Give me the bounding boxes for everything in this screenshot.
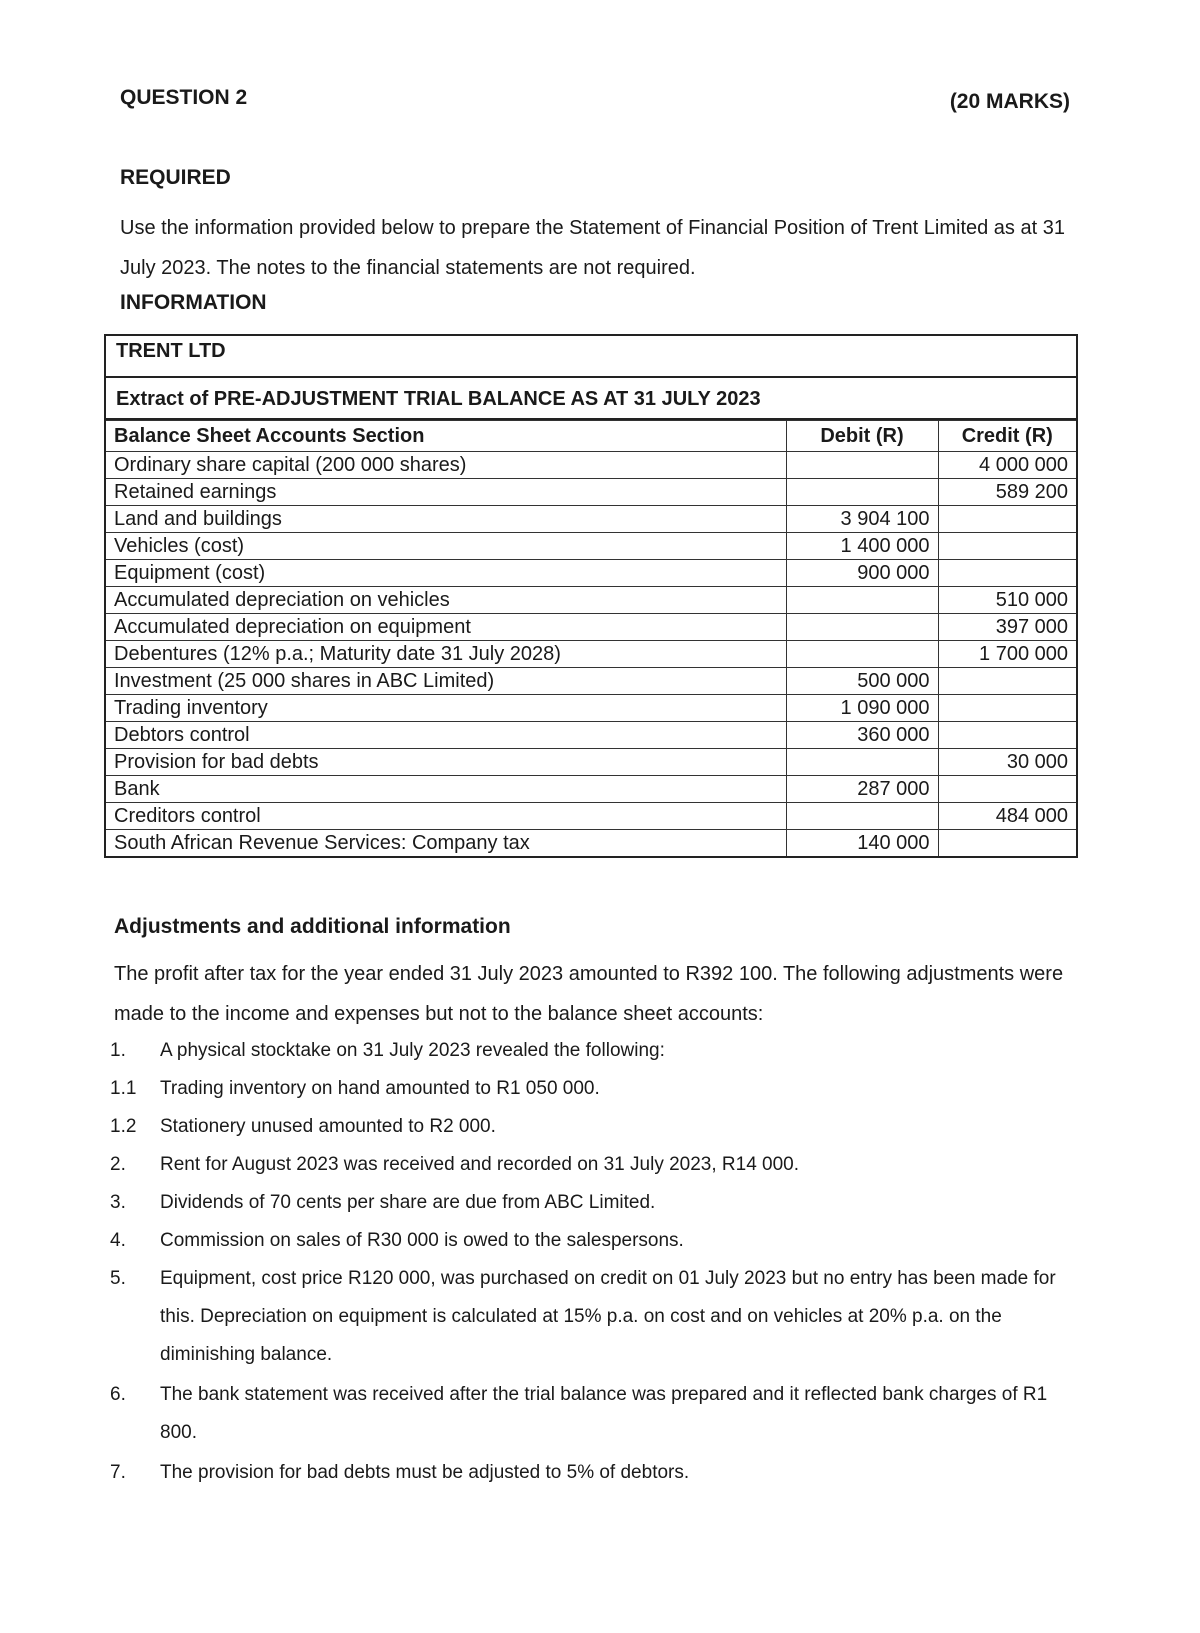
item-text: Equipment, cost price R120 000, was purchased on credit on 01 July 2023 but no entry has been made for this. Depreciation on equipment is calculated at 15% p.a. on cost and on vehicles at 20% p.a. on the diminishing balance.	[160, 1268, 1056, 1365]
credit-cell: 4 000 000	[938, 452, 1076, 479]
table-row	[106, 830, 1076, 857]
item-number: 6.	[110, 1384, 126, 1405]
trial-balance-table	[104, 334, 1078, 858]
item-number: 5.	[110, 1268, 126, 1289]
list-item	[110, 1108, 1070, 1146]
credit-cell: 510 000	[938, 587, 1076, 614]
information-heading: INFORMATION	[120, 291, 267, 314]
table-row	[106, 587, 1076, 614]
credit-cell: 397 000	[938, 614, 1076, 641]
account-cell: Debtors control	[106, 722, 786, 749]
list-item	[110, 1184, 1070, 1222]
account-cell: Investment (25 000 shares in ABC Limited)	[106, 668, 786, 695]
table-row	[106, 641, 1076, 668]
debit-cell	[786, 641, 938, 668]
debit-cell: 1 090 000	[786, 695, 938, 722]
account-cell: Trading inventory	[106, 695, 786, 722]
adjustments-heading: Adjustments and additional information	[114, 915, 511, 938]
debit-cell	[786, 803, 938, 830]
credit-cell: 1 700 000	[938, 641, 1076, 668]
credit-cell	[938, 695, 1076, 722]
debit-cell	[786, 452, 938, 479]
item-number: 3.	[110, 1192, 126, 1213]
account-cell: Vehicles (cost)	[106, 533, 786, 560]
debit-cell: 900 000	[786, 560, 938, 587]
credit-cell: 589 200	[938, 479, 1076, 506]
list-item	[110, 1070, 1070, 1108]
column-header-account: Balance Sheet Accounts Section	[106, 421, 786, 452]
item-number: 1.2	[110, 1116, 137, 1137]
table-row	[106, 506, 1076, 533]
item-number: 1.	[110, 1040, 126, 1061]
account-cell: South African Revenue Services: Company tax	[106, 830, 786, 857]
debit-cell: 1 400 000	[786, 533, 938, 560]
table-row	[106, 668, 1076, 695]
item-text: Dividends of 70 cents per share are due from ABC Limited.	[160, 1192, 656, 1213]
item-text: Trading inventory on hand amounted to R1 050 000.	[160, 1078, 600, 1099]
account-cell: Bank	[106, 776, 786, 803]
account-cell: Ordinary share capital (200 000 shares)	[106, 452, 786, 479]
required-text: Use the information provided below to prepare the Statement of Financial Position of Trent Limited as at 31 July 2023. The notes to the financial statements are not required.	[120, 217, 1065, 279]
table-row	[106, 614, 1076, 641]
table-row	[106, 722, 1076, 749]
credit-cell	[938, 560, 1076, 587]
table-row	[106, 776, 1076, 803]
debit-cell: 287 000	[786, 776, 938, 803]
item-number: 1.1	[110, 1078, 137, 1099]
item-number: 7.	[110, 1462, 126, 1483]
required-heading: REQUIRED	[120, 166, 231, 189]
table-row	[106, 749, 1076, 776]
account-cell: Accumulated depreciation on equipment	[106, 614, 786, 641]
list-item	[110, 1376, 1070, 1452]
debit-cell	[786, 614, 938, 641]
account-cell: Equipment (cost)	[106, 560, 786, 587]
table-row	[106, 452, 1076, 479]
credit-cell: 484 000	[938, 803, 1076, 830]
trial-balance-company: TRENT LTD	[106, 336, 1076, 378]
question-title: QUESTION 2	[120, 86, 248, 109]
trial-balance-header-row	[106, 421, 1076, 452]
list-item	[110, 1032, 1070, 1070]
account-cell: Land and buildings	[106, 506, 786, 533]
table-row	[106, 479, 1076, 506]
credit-cell	[938, 776, 1076, 803]
item-text: Stationery unused amounted to R2 000.	[160, 1116, 496, 1137]
question-marks: (20 MARKS)	[949, 90, 1070, 113]
item-text: The bank statement was received after the trial balance was prepared and it reflected bank charges of R1 800.	[160, 1384, 1048, 1443]
trial-balance-grid	[106, 420, 1076, 856]
item-number: 4.	[110, 1230, 126, 1251]
account-cell: Creditors control	[106, 803, 786, 830]
item-number: 2.	[110, 1154, 126, 1175]
table-row	[106, 533, 1076, 560]
debit-cell: 360 000	[786, 722, 938, 749]
credit-cell	[938, 506, 1076, 533]
account-cell: Debentures (12% p.a.; Maturity date 31 July 2028)	[106, 641, 786, 668]
adjustments-intro: The profit after tax for the year ended 31 July 2023 amounted to R392 100. The following adjustments were made to the income and expenses but not to the balance sheet accounts:	[114, 963, 1064, 1025]
item-text: A physical stocktake on 31 July 2023 revealed the following:	[160, 1040, 665, 1061]
list-item	[110, 1260, 1070, 1374]
table-row	[106, 560, 1076, 587]
column-header-debit: Debit (R)	[786, 421, 938, 452]
list-item	[110, 1454, 1070, 1492]
debit-cell	[786, 479, 938, 506]
table-row	[106, 803, 1076, 830]
credit-cell	[938, 722, 1076, 749]
item-text: The provision for bad debts must be adjusted to 5% of debtors.	[160, 1462, 690, 1483]
list-item	[110, 1146, 1070, 1184]
trial-balance-subtitle: Extract of PRE-ADJUSTMENT TRIAL BALANCE AS AT 31 JULY 2023	[106, 378, 1076, 420]
account-cell: Accumulated depreciation on vehicles	[106, 587, 786, 614]
debit-cell: 3 904 100	[786, 506, 938, 533]
table-row	[106, 695, 1076, 722]
item-text: Commission on sales of R30 000 is owed to the salespersons.	[160, 1230, 684, 1251]
list-item	[110, 1222, 1070, 1260]
debit-cell: 140 000	[786, 830, 938, 857]
credit-cell: 30 000	[938, 749, 1076, 776]
credit-cell	[938, 533, 1076, 560]
debit-cell	[786, 749, 938, 776]
item-text: Rent for August 2023 was received and recorded on 31 July 2023, R14 000.	[160, 1154, 800, 1175]
adjustments-list	[110, 1032, 1070, 1492]
debit-cell	[786, 587, 938, 614]
account-cell: Retained earnings	[106, 479, 786, 506]
column-header-credit: Credit (R)	[938, 421, 1076, 452]
credit-cell	[938, 830, 1076, 857]
account-cell: Provision for bad debts	[106, 749, 786, 776]
credit-cell	[938, 668, 1076, 695]
debit-cell: 500 000	[786, 668, 938, 695]
